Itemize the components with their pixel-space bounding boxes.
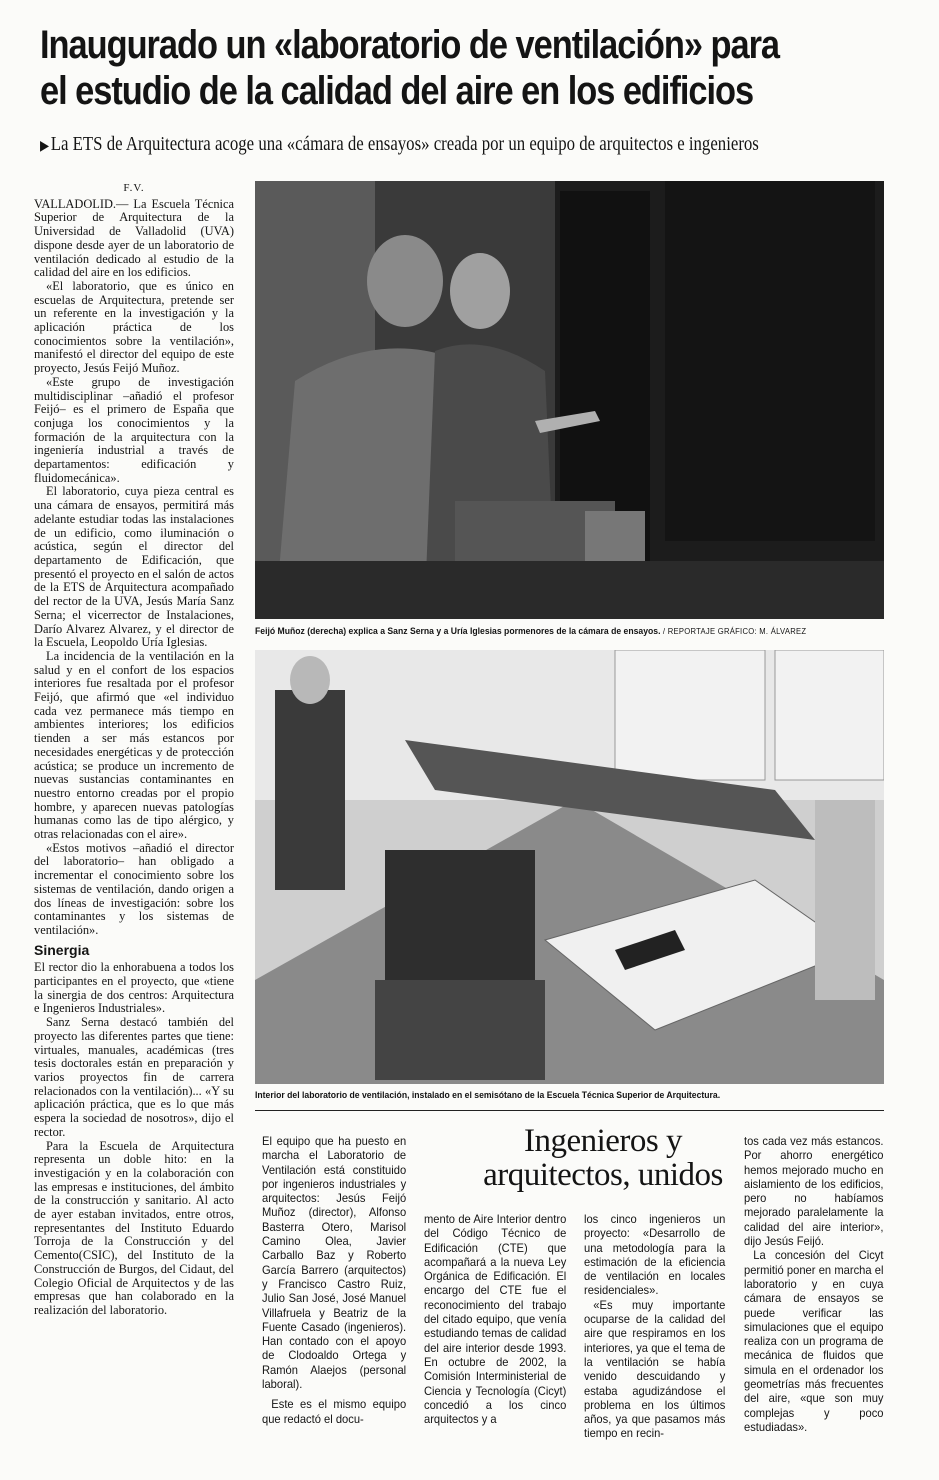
paragraph: tos cada vez más estancos. Por ahorro energético hemos mejorado mucho en aislamiento de los edificios, pero no habíamos mejorado paralelamente la calidad del aire interior», dijo Jesús Feijó. [744,1134,884,1249]
caption-text: Feijó Muñoz (derecha) explica a Sanz Serna y a Uría Iglesias pormenores de la cámara de ensayos. [255,626,661,637]
headline-line-1: Inaugurado un «laboratorio de ventilación» para [40,23,780,67]
paragraph: Sanz Serna destacó también del proyecto las diferentes partes que tiene: virtuales, manuales, académicas (tres tesis doctorales están en preparación y varios proyectos fin de carrera relacionados con la ventilación)... «Y su aplicación práctica, que es lo que más espera la sociedad de nosotros», dijo el rector. [34,1015,234,1139]
paragraph: Para la Escuela de Arquitectura representa un doble hito: en la investigación y en la colaboración con las empresas e instituciones, del ámbito de la construcción y sanitario. Al acto de ayer estaban invitados, entre otros, representantes del Instituto Eduardo Torroja de la Construcción y del Cemento(CSIC), del Instituto de la Construcción de Burgos, del Cidaut, del Colegio Oficial de Arquitectos y de las empresas que han colaborado en la realización del laboratorio. [34,1138,234,1317]
photo-credit: / REPORTAJE GRÁFICO: M. ÁLVAREZ [662,626,807,636]
sidebar-column-2 [424,1212,566,1426]
photo-lab-explanation [255,181,884,619]
paragraph: «Este grupo de investigación multidisciplinar –añadió el profesor Feijó– es el primero de España que conjuga los conocimientos y la formación de la arquitectura con la ingeniería industrial a través de departamentos: edificación y fluidomecánica». [34,374,234,485]
left-column [34,182,234,1318]
sidebar-title-line-1: Ingenieros y [523,1123,683,1159]
paragraph: «Es muy importante ocuparse de la calidad del aire que respiramos en los interiores, ya que el tema de la ventilación se había venido descuidando y estaba agudizándose el problema en los últimos años, ya que pasamos más tiempo en recin- [584,1297,726,1441]
paragraph: El laboratorio, cuya pieza central es una cámara de ensayos, permitirá más adelante estudiar todas las instalaciones de un edificio, como iluminación o acústica, según el director del departamento de Edificación, que presentó el proyecto en el salón de actos de la ETS de Arquitectura acompañado del rector de la UVA, Jesús María Sanz Serna; el vicerrector de Instalaciones, Darío Alvarez Alvarez, y el director de la Escuela, Leopoldo Uría Iglesias. [34,484,234,650]
paragraph: Este es el mismo equipo que redactó el docu- [262,1397,407,1426]
paragraph: los cinco ingenieros un proyecto: «Desarrollo de una metodología para la estimación de la eficiencia de ventilación en locales residenciales». [584,1212,726,1298]
sidebar-column-3 [584,1212,725,1441]
subhead-text: La ETS de Arquitectura acoge una «cámara de ensayos» creada por un equipo de arquitectos e ingenieros [50,133,759,155]
paragraph: El equipo que ha puesto en marcha el Laboratorio de Ventilación está constituido por ingenieros industriales y arquitectos: Jesús Feijó Muñoz (director), Alfonso Basterra Otero, Marisol Camino Olea, Javier Carballo Baz y Roberto García Barrero (arquitectos) y Francisco Castro Ruiz, Julio San José, José Manuel Villafruela y Beatriz de la Fuente Casado (ingenieros). Han contado con el apoyo de Clodoaldo Ortega y Ramón Alaejos (personal laboral). [262,1134,407,1392]
paragraph: El rector dio la enhorabuena a todos los participantes en el proyecto, que «tiene la sinergia de dos centros: Arquitectura e Ingenieros Industriales». [34,960,234,1016]
paragraph: La concesión del Cicyt permitió poner en marcha el laboratorio y en cuya cámara de ensayos se puede verificar las simulaciones que el equipo realiza con un programa de mecánica de fluidos que simula en el ordenador los geometrías más frecuentes del aire, «que son muy complejas y poco estudiadas». [744,1248,884,1434]
photo-caption-2 [255,1090,720,1102]
sidebar-column-4 [744,1134,884,1434]
paragraph: mento de Aire Interior dentro del Código Técnico de Edificación (CTE) que acompañará a la nueva Ley Orgánica de Edificación. El encargo del CTE fue el reconocimiento del trabajo del citado equipo, que venía estudiando temas de calidad del aire interior desde 1993. En octubre de 2002, la Comisión Interministerial de Ciencia y Tecnología (Cicyt) concedió a los cinco arquitectos y a [424,1212,567,1427]
subhead [40,132,880,158]
photo-caption-1 [255,625,806,638]
sidebar-title-line-2: arquitectos, unidos [483,1157,723,1193]
triangle-bullet-icon: ▶ [40,138,50,154]
sidebar-box [255,1110,884,1111]
sidebar-top-rule [255,1110,884,1111]
paragraph: La incidencia de la ventilación en la salud y en el confort de los espacios interiores fue resaltada por el profesor Feijó, que afirmó que «el individuo cada vez permanece más tiempo en ambientes interiores; los edificios tienden a ser más estancos por necesidades energéticas y de protección acústica; se produce un incremento de nuevas sustancias contaminantes en nuestro entorno creadas por el propio hombre, y aparecen nuevas patologías humanas como las de tipo alérgico, y otras relacionadas con el aire». [34,648,234,842]
paragraph: «El laboratorio, que es único en escuelas de Arquitectura, pretende ser un referente en la investigación y la aplicación práctica de los conocimientos sobre la ventilación», manifestó el director del equipo de este proyecto, Jesús Feijó Muñoz. [34,278,234,376]
sidebar-title [468,1124,738,1192]
photo-lab-interior [255,650,884,1084]
section-subtitle: Sinergia [34,941,90,958]
caption-text: Interior del laboratorio de ventilación, instalado en el semisótano de la Escuela Técnica Superior de Arquitectura. [255,1090,721,1101]
headline [40,22,917,114]
paragraph: VALLADOLID.— La Escuela Técnica Superior de Arquitectura de la Universidad de Valladolid (UVA) dispone desde ayer de un laboratorio de ventilación dedicado al estudio de la calidad del aire en los edificios. [34,196,234,280]
headline-line-2: el estudio de la calidad del aire en los edificios [40,69,754,113]
sidebar-column-1 [262,1134,406,1426]
paragraph: «Estos motivos –añadió el director del laboratorio– han obligado a incrementar el conocimiento sobre los sistemas de ventilación, dando origen a dos líneas de investigación: sobre los contaminantes y los sistemas de ventilación». [34,840,234,937]
byline: F.V. [123,182,145,194]
